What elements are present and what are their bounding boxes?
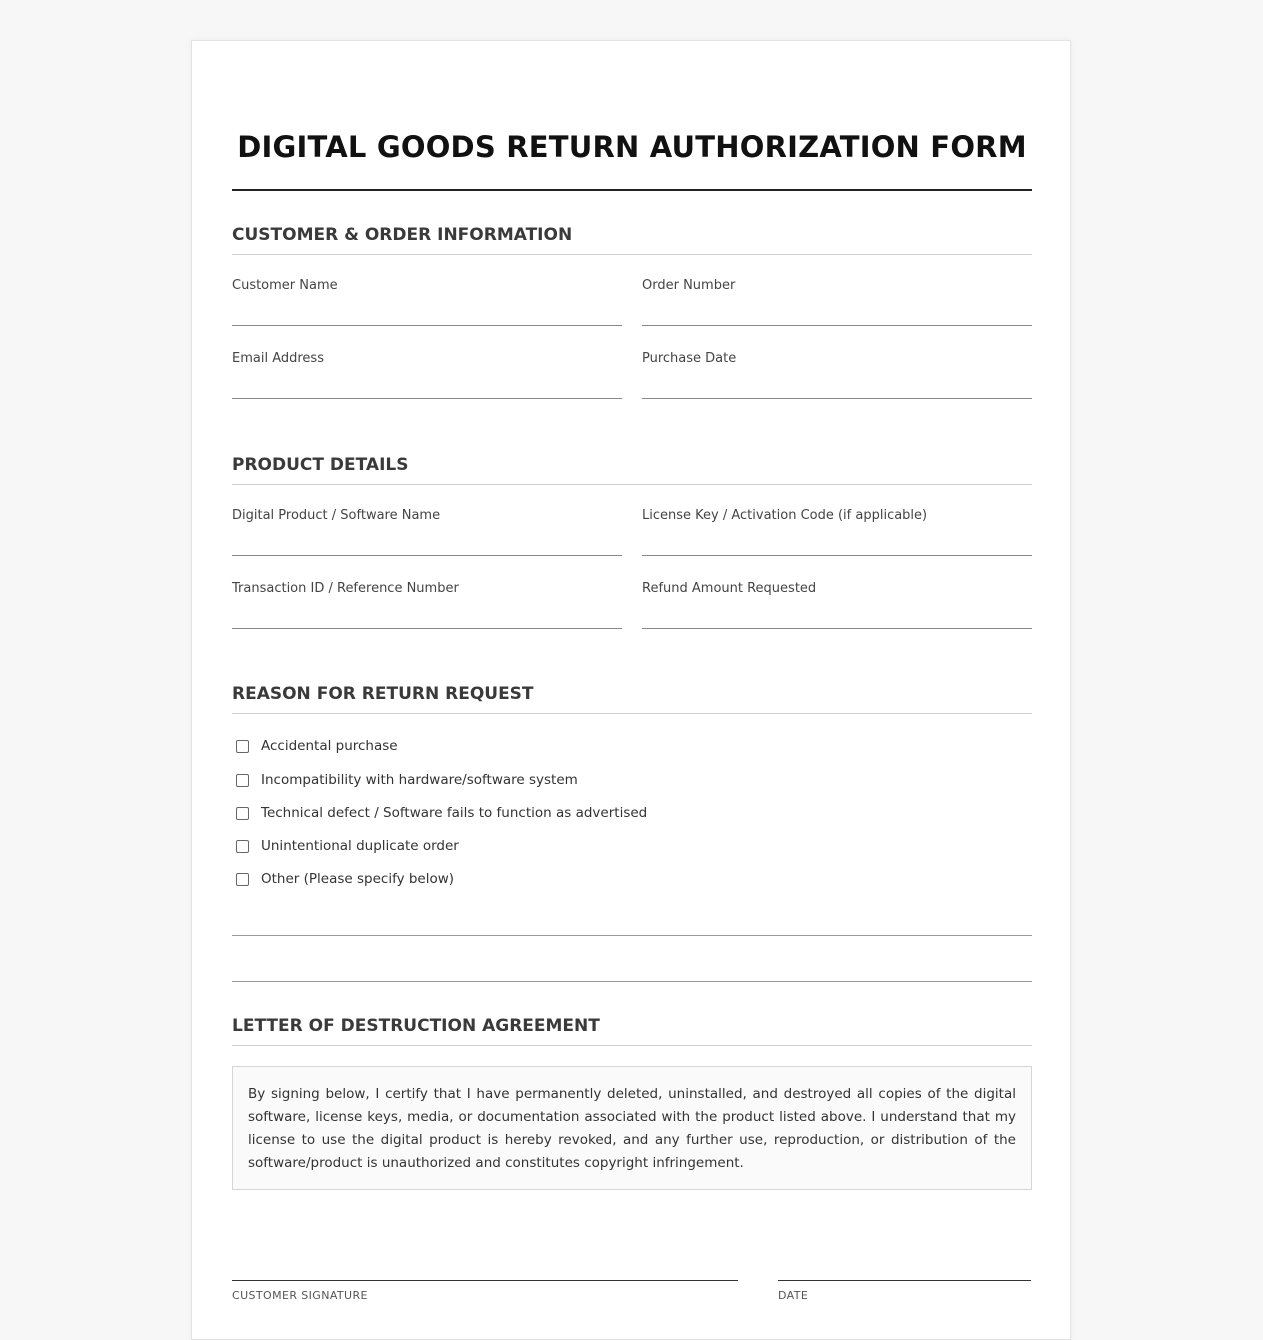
purchase-date-label: Purchase Date (642, 351, 737, 366)
reason-option-label: Incompatibility with hardware/software system (261, 772, 578, 788)
license-key-label: License Key / Activation Code (if applicable) (642, 508, 928, 523)
license-key-input[interactable] (642, 531, 1032, 553)
email-address-field[interactable] (232, 350, 622, 399)
order-number-field[interactable] (642, 277, 1032, 326)
order-number-input[interactable] (642, 301, 1032, 323)
reason-option-label: Accidental purchase (261, 738, 398, 754)
reason-section-heading: REASON FOR RETURN REQUEST (232, 683, 1032, 714)
form-page (191, 40, 1071, 1340)
signature-line[interactable] (232, 1280, 738, 1281)
other-reason-line-1[interactable] (232, 935, 1032, 936)
purchase-date-field[interactable] (642, 350, 1032, 399)
reason-option-label: Other (Please specify below) (261, 871, 455, 887)
date-label: DATE (778, 1289, 809, 1302)
reason-option-duplicate[interactable] (236, 836, 459, 856)
customer-section-heading: CUSTOMER & ORDER INFORMATION (232, 224, 1032, 255)
purchase-date-input[interactable] (642, 374, 1032, 396)
refund-amount-label: Refund Amount Requested (642, 581, 817, 596)
checkbox[interactable] (236, 740, 249, 753)
license-key-field[interactable] (642, 507, 1032, 556)
product-name-label: Digital Product / Software Name (232, 508, 441, 523)
customer-name-label: Customer Name (232, 278, 338, 293)
email-address-label: Email Address (232, 351, 324, 366)
signature-label: CUSTOMER SIGNATURE (232, 1289, 368, 1302)
product-section-heading: PRODUCT DETAILS (232, 454, 1032, 485)
checkbox[interactable] (236, 774, 249, 787)
date-line[interactable] (778, 1280, 1031, 1281)
reason-option-incompatibility[interactable] (236, 770, 578, 790)
transaction-id-label: Transaction ID / Reference Number (232, 581, 459, 596)
transaction-id-input[interactable] (232, 604, 622, 626)
reason-option-label: Technical defect / Software fails to function as advertised (261, 805, 648, 821)
other-reason-line-2[interactable] (232, 981, 1032, 982)
checkbox[interactable] (236, 807, 249, 820)
customer-name-field[interactable] (232, 277, 622, 326)
customer-name-input[interactable] (232, 301, 622, 323)
agreement-text-box: By signing below, I certify that I have permanently deleted, uninstalled, and destroyed all copies of the digital software, license keys, media, or documentation associated with the product listed above. I understand that my license to use the digital product is hereby revoked, and any further use, reproduction, or distribution of the software/product is unauthorized and constitutes copyright infringement. (232, 1066, 1032, 1190)
agreement-section-heading: LETTER OF DESTRUCTION AGREEMENT (232, 1015, 1032, 1046)
refund-amount-input[interactable] (642, 604, 1032, 626)
reason-option-label: Unintentional duplicate order (261, 838, 459, 854)
reason-option-other[interactable] (236, 869, 454, 889)
refund-amount-field[interactable] (642, 580, 1032, 629)
transaction-id-field[interactable] (232, 580, 622, 629)
checkbox[interactable] (236, 873, 249, 886)
reason-option-accidental[interactable] (236, 736, 398, 756)
title-divider (232, 189, 1032, 191)
product-name-input[interactable] (232, 531, 622, 553)
product-name-field[interactable] (232, 507, 622, 556)
reason-option-technical-defect[interactable] (236, 803, 647, 823)
form-title: DIGITAL GOODS RETURN AUTHORIZATION FORM (237, 130, 1027, 164)
checkbox[interactable] (236, 840, 249, 853)
email-address-input[interactable] (232, 374, 622, 396)
order-number-label: Order Number (642, 278, 736, 293)
